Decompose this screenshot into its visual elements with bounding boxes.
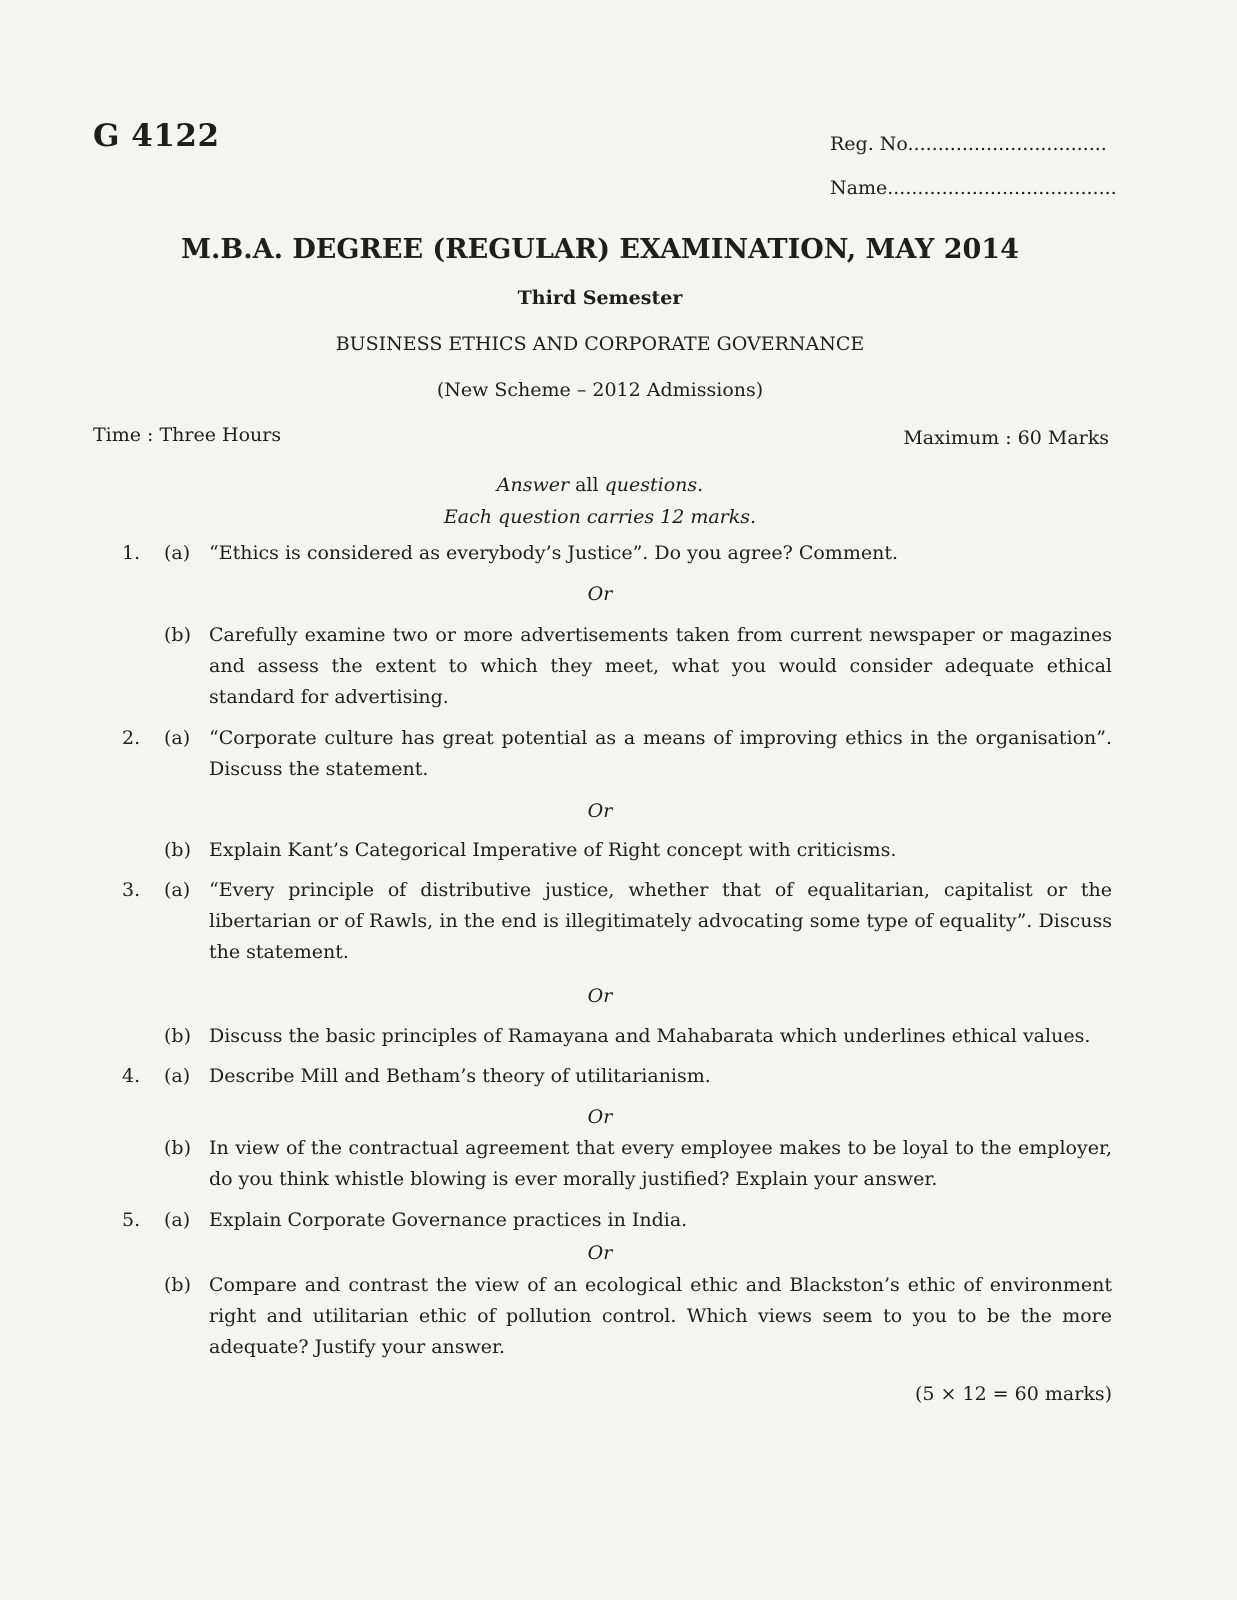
paper-code: G 4122 xyxy=(93,118,220,154)
question-number: 2. xyxy=(122,727,141,749)
option-label: (a) xyxy=(164,542,191,564)
option-label: (b) xyxy=(164,1025,191,1047)
question-2b: Explain Kant’s Categorical Imperative of Right concept with criticisms. xyxy=(209,839,897,861)
scheme: (New Scheme – 2012 Admissions) xyxy=(436,379,764,401)
question-2a: “Corporate culture has great potential as a means of improving ethics in the organisation”. Discuss the statement. xyxy=(209,727,1112,780)
semester: Third Semester xyxy=(517,287,683,309)
option-label: (b) xyxy=(164,624,191,646)
option-label: (b) xyxy=(164,839,191,861)
option-label: (a) xyxy=(164,1065,191,1087)
question-3b: Discuss the basic principles of Ramayana and Mahabarata which underlines ethical values. xyxy=(209,1025,1091,1047)
question-5b: Compare and contrast the view of an ecological ethic and Blackston’s ethic of environment right and utilitarian ethic of pollution control. Which views seem to you to be the more adequate? Justify your answer. xyxy=(209,1274,1112,1358)
question-1b: Carefully examine two or more advertisements taken from current newspaper or magazines and assess the extent to which they meet, what you would consider adequate ethical standard for advertising. xyxy=(209,624,1112,708)
question-number: 5. xyxy=(122,1209,141,1231)
subject: BUSINESS ETHICS AND CORPORATE GOVERNANCE xyxy=(335,333,865,355)
question-4a: Describe Mill and Betham’s theory of utilitarianism. xyxy=(209,1065,711,1087)
question-number: 4. xyxy=(122,1065,141,1087)
instruction-answer-all: Answer all questions. xyxy=(496,474,704,496)
or-separator: Or xyxy=(587,583,613,605)
question-1a: “Ethics is considered as everybody’s Justice”. Do you agree? Comment. xyxy=(209,542,899,564)
or-separator: Or xyxy=(587,985,613,1007)
name-field: Name...................................... xyxy=(830,177,1117,199)
maximum-marks: Maximum : 60 Marks xyxy=(903,427,1109,449)
time-allowed: Time : Three Hours xyxy=(93,424,282,446)
question-5a: Explain Corporate Governance practices in India. xyxy=(209,1209,688,1231)
option-label: (a) xyxy=(164,1209,191,1231)
option-label: (a) xyxy=(164,879,191,901)
question-number: 1. xyxy=(122,542,141,564)
instruction-marks: Each question carries 12 marks. xyxy=(443,506,757,528)
question-number: 3. xyxy=(122,879,141,901)
option-label: (a) xyxy=(164,727,191,749)
total-marks: (5 × 12 = 60 marks) xyxy=(915,1383,1112,1405)
question-3a: “Every principle of distributive justice, whether that of equalitarian, capitalist or the libertarian or of Rawls, in the end is illegitimately advocating some type of equality”. Discuss the statement. xyxy=(209,879,1112,963)
exam-title: M.B.A. DEGREE (REGULAR) EXAMINATION, MAY 2014 xyxy=(181,234,1019,265)
or-separator: Or xyxy=(587,1242,613,1264)
or-separator: Or xyxy=(587,1106,613,1128)
question-4b: In view of the contractual agreement that every employee makes to be loyal to the employer, do you think whistle blowing is ever morally justified? Explain your answer. xyxy=(209,1137,1112,1190)
option-label: (b) xyxy=(164,1137,191,1159)
reg-no-field: Reg. No................................. xyxy=(830,133,1107,155)
or-separator: Or xyxy=(587,800,613,822)
option-label: (b) xyxy=(164,1274,191,1296)
